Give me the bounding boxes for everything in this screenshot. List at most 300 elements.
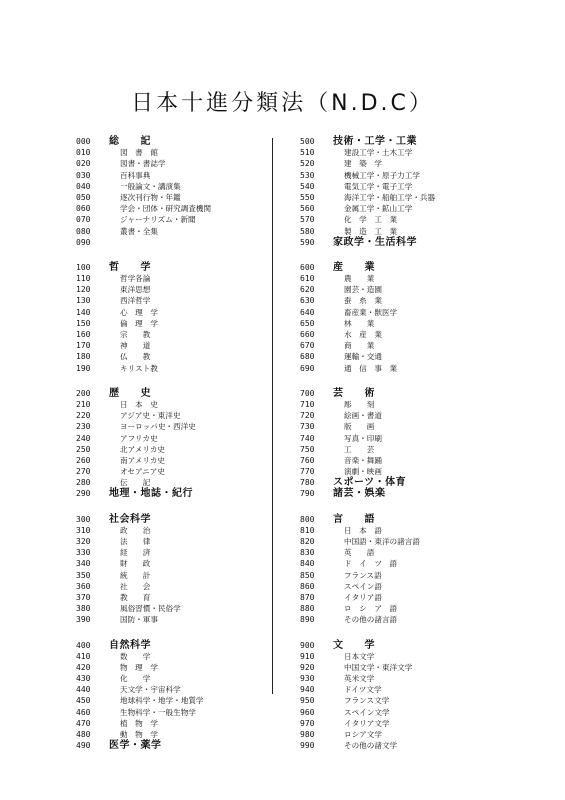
- class-code: 290: [76, 489, 91, 499]
- class-subdivision-row: [300, 158, 540, 169]
- class-label: 図書・書誌学: [120, 159, 166, 169]
- class-subdivision-row: [300, 592, 540, 603]
- class-code: 680: [300, 352, 315, 362]
- class-code: 760: [300, 455, 315, 465]
- class-code: 470: [76, 718, 91, 728]
- class-code: 050: [76, 192, 91, 202]
- class-subdivision-row: [76, 729, 316, 740]
- class-code: 400: [76, 640, 91, 650]
- class-code: 840: [300, 559, 315, 569]
- class-label: 蚕 糸 業: [344, 296, 382, 306]
- class-subdivision-row: [76, 592, 316, 603]
- class-label: 音楽・舞踊: [344, 455, 382, 465]
- class-label: 英米文学: [344, 674, 375, 684]
- class-subdivision-row: [300, 273, 540, 284]
- class-code: 830: [300, 548, 315, 558]
- class-code: 440: [76, 685, 91, 695]
- class-subdivision-row: [76, 444, 316, 455]
- class-code: 170: [76, 341, 91, 351]
- class-code: 150: [76, 318, 91, 328]
- class-label: 国防・軍事: [120, 615, 158, 625]
- class-group: [76, 640, 316, 752]
- class-label: 絵画・書道: [344, 411, 382, 421]
- class-code: 820: [300, 537, 315, 546]
- class-subdivision-row: [76, 603, 316, 614]
- class-code: 770: [300, 467, 315, 477]
- class-label: 商 業: [344, 341, 375, 351]
- class-code: 860: [300, 581, 315, 591]
- class-code: 600: [300, 262, 315, 272]
- class-subdivision-row: [76, 525, 316, 536]
- class-subdivision-row: [76, 421, 316, 432]
- class-label: 園芸・造園: [344, 285, 382, 295]
- class-label: 宗 教: [120, 330, 151, 339]
- class-code: 670: [300, 341, 315, 351]
- class-code: 460: [76, 707, 91, 717]
- class-label: 海洋工学・船舶工学・兵器: [344, 192, 436, 202]
- class-label: 金属工学・鉱山工学: [344, 204, 413, 214]
- class-subdivision-row: [76, 399, 316, 410]
- class-code: 560: [300, 204, 315, 214]
- class-label: オセアニア史: [120, 467, 165, 477]
- class-label: 通 信 事 業: [344, 363, 398, 373]
- class-subdivision-row: [76, 455, 316, 466]
- class-subdivision-row: [76, 307, 316, 318]
- class-subdivision-row: [300, 603, 540, 614]
- class-code: 220: [76, 411, 91, 421]
- class-subdivision-row: [300, 581, 540, 592]
- class-subdivision-row: [76, 581, 316, 592]
- class-subdivision-row: [76, 684, 316, 695]
- class-code: 240: [76, 433, 91, 443]
- class-division-heading: [300, 262, 540, 273]
- class-subdivision-row: [76, 673, 316, 684]
- class-subdivision-row: [300, 684, 540, 695]
- class-code: 610: [300, 274, 315, 284]
- class-division-heading: [300, 136, 540, 147]
- class-subdivision-row: [300, 226, 540, 237]
- class-label: 中国語・東洋の諸言語: [344, 537, 420, 546]
- class-label: イタリア文学: [344, 718, 390, 728]
- class-subdivision-row: [300, 329, 540, 340]
- class-subdivision-row: [300, 170, 540, 181]
- class-subdivision-row: [76, 707, 316, 718]
- class-division-heading: [76, 262, 316, 273]
- class-label: 英 語: [344, 548, 375, 558]
- class-division-heading: [76, 514, 316, 525]
- class-label: 電気工学・電子工学: [344, 181, 413, 191]
- class-subdivision-row: [300, 444, 540, 455]
- class-subdivision-row: [300, 340, 540, 351]
- class-subdivision-row: [76, 203, 316, 214]
- class-subdivision-row: [300, 466, 540, 477]
- class-label: その他の諸文学: [344, 741, 398, 751]
- class-code: 510: [300, 148, 315, 158]
- class-subdivision-row: [300, 707, 540, 718]
- class-subdivision-row: [300, 284, 540, 295]
- class-subdivision-row: [76, 570, 316, 581]
- class-subdivision-row: [300, 295, 540, 306]
- class-subdivision-row: [76, 214, 316, 225]
- class-label: 化 学: [120, 674, 151, 684]
- class-subdivision-row: [76, 547, 316, 558]
- class-label: イタリア語: [344, 592, 382, 602]
- class-label: 版 画: [344, 422, 375, 432]
- class-subdivision-row: [76, 477, 316, 488]
- class-label: 北アメリカ史: [120, 444, 166, 454]
- class-subdivision-row: [76, 614, 316, 625]
- class-code: 800: [300, 514, 315, 524]
- class-label: 歴 史: [109, 387, 151, 399]
- class-code: 720: [300, 411, 315, 421]
- class-label: 自然科学: [109, 639, 151, 651]
- class-code: 500: [300, 137, 315, 146]
- class-label: 百科事典: [120, 170, 151, 180]
- class-label: 医学・薬学: [109, 740, 162, 752]
- class-subdivision-row: [76, 181, 316, 192]
- class-label: 農 業: [344, 274, 375, 284]
- class-label: アジア史・東洋史: [120, 411, 181, 421]
- class-subdivision-row: [76, 295, 316, 306]
- class-code: 450: [76, 696, 91, 706]
- class-label: 逐次刊行物・年鑑: [120, 192, 181, 202]
- class-code: 970: [300, 718, 315, 728]
- class-group: [76, 514, 316, 626]
- class-label: 彫 刻: [344, 399, 375, 409]
- class-subdivision-row: [300, 695, 540, 706]
- class-subdivision-row: [300, 351, 540, 362]
- class-label: 地球科学・地学・地質学: [120, 696, 204, 706]
- class-group: [300, 262, 540, 374]
- class-subdivision-row: [300, 318, 540, 329]
- class-code: 490: [76, 741, 91, 751]
- classification-column-left: [76, 136, 316, 765]
- class-label: 技術・工学・工業: [333, 136, 417, 147]
- class-label: 化 学 工 業: [344, 215, 398, 225]
- class-code: 740: [300, 433, 315, 443]
- class-subdivision-row: [76, 192, 316, 203]
- class-code: 810: [300, 525, 315, 535]
- class-label: フランス語: [344, 570, 382, 580]
- class-code: 260: [76, 455, 91, 465]
- class-code: 060: [76, 204, 91, 214]
- class-label: ドイツ文学: [344, 685, 382, 695]
- class-code: 960: [300, 707, 315, 717]
- class-label: 天文学・宇宙科学: [120, 685, 181, 695]
- class-code: 700: [300, 388, 315, 398]
- class-label: フランス文学: [344, 696, 390, 706]
- class-label: 中国文学・東洋文学: [344, 662, 413, 672]
- class-label: 工 芸: [344, 444, 375, 454]
- class-subdivision-row: [76, 558, 316, 569]
- class-label: 統 計: [120, 570, 151, 580]
- class-subdivision-row: [76, 329, 316, 340]
- class-label: ロシア文学: [344, 730, 382, 739]
- class-label: 政 治: [120, 525, 151, 535]
- class-code: 710: [300, 399, 315, 409]
- class-label: 仏 教: [120, 352, 151, 362]
- class-code: 850: [300, 570, 315, 580]
- class-subdivision-row: [300, 614, 540, 625]
- class-label: 運輸・交通: [344, 352, 382, 362]
- class-subdivision-row: [300, 525, 540, 536]
- class-subdivision-row: [76, 340, 316, 351]
- class-label: 建設工学・土木工学: [344, 148, 413, 158]
- class-group: [300, 514, 540, 626]
- class-subdivision-row: [76, 363, 316, 374]
- class-label: 図 書 館: [120, 148, 158, 158]
- class-subdivision-row: [300, 729, 540, 740]
- class-subdivision-row: [76, 237, 316, 248]
- class-group: [76, 262, 316, 374]
- class-subdivision-row: [76, 226, 316, 237]
- class-subdivision-row: [76, 662, 316, 673]
- class-subdivision-row: [300, 192, 540, 203]
- class-code: 630: [300, 296, 315, 306]
- class-label: 日 本 史: [120, 399, 158, 409]
- class-label: 芸 術: [333, 387, 375, 399]
- class-code: 360: [76, 581, 91, 591]
- class-label: 財 政: [120, 559, 151, 569]
- class-label: 神 道: [120, 341, 151, 351]
- class-label: ヨーロッパ史・西洋史: [120, 422, 196, 432]
- class-code: 230: [76, 422, 91, 432]
- class-label: 哲学各論: [120, 274, 151, 284]
- class-label: 哲 学: [109, 261, 151, 273]
- class-code: 940: [300, 685, 315, 695]
- class-code: 040: [76, 181, 91, 191]
- class-label: 日 本 語: [344, 525, 382, 535]
- class-subdivision-row: [300, 214, 540, 225]
- class-code: 920: [300, 662, 315, 672]
- class-subdivision-row: [300, 363, 540, 374]
- class-code: 950: [300, 696, 315, 706]
- class-subdivision-row: [300, 718, 540, 729]
- class-subdivision-row: [300, 740, 540, 751]
- class-code: 530: [300, 170, 315, 180]
- class-label: 生物科学・一般生物学: [120, 707, 196, 717]
- class-code: 430: [76, 674, 91, 684]
- class-label: 社会科学: [109, 513, 151, 525]
- class-code: 390: [76, 615, 91, 625]
- class-subdivision-row: [76, 433, 316, 444]
- class-label: ド イ ツ 語: [344, 559, 398, 569]
- class-division-heading: [300, 477, 540, 488]
- class-code: 320: [76, 537, 91, 546]
- class-subdivision-row: [76, 651, 316, 662]
- class-subdivision-row: [76, 695, 316, 706]
- class-code: 590: [300, 237, 315, 247]
- class-label: スペイン語: [344, 581, 382, 591]
- class-code: 690: [300, 363, 315, 373]
- class-group: [300, 388, 540, 500]
- class-subdivision-row: [76, 410, 316, 421]
- class-group: [76, 136, 316, 248]
- class-code: 200: [76, 388, 91, 398]
- class-code: 890: [300, 615, 315, 625]
- class-label: 西洋哲学: [120, 296, 151, 306]
- class-label: 数 学: [120, 651, 151, 661]
- class-code: 900: [300, 640, 315, 650]
- class-code: 030: [76, 170, 91, 180]
- class-label: 学会・団体・研究調査機関: [120, 204, 212, 214]
- class-code: 310: [76, 525, 91, 535]
- class-label: ロ シ ア 語: [344, 604, 398, 614]
- class-code: 980: [300, 730, 315, 739]
- class-subdivision-row: [76, 170, 316, 181]
- class-division-heading: [300, 237, 540, 248]
- class-code: 370: [76, 592, 91, 602]
- class-code: 180: [76, 352, 91, 362]
- class-label: その他の諸言語: [344, 615, 398, 625]
- class-subdivision-row: [76, 466, 316, 477]
- class-label: 伝 記: [120, 478, 151, 488]
- class-division-heading: [300, 514, 540, 525]
- class-label: 地理・地誌・紀行: [109, 488, 193, 500]
- class-label: スポーツ・体育: [333, 477, 407, 489]
- class-code: 120: [76, 285, 91, 295]
- class-group: [300, 640, 540, 752]
- class-label: スペイン文学: [344, 707, 390, 717]
- class-subdivision-row: [300, 147, 540, 158]
- class-label: 水 産 業: [344, 330, 382, 339]
- class-subdivision-row: [300, 410, 540, 421]
- class-code: 100: [76, 262, 91, 272]
- class-code: 090: [76, 237, 91, 247]
- class-code: 520: [300, 159, 315, 169]
- class-code: 280: [76, 478, 91, 488]
- column-divider: [272, 138, 273, 694]
- class-subdivision-row: [300, 181, 540, 192]
- class-code: 750: [300, 444, 315, 454]
- class-code: 130: [76, 296, 91, 306]
- class-code: 380: [76, 604, 91, 614]
- class-code: 660: [300, 330, 315, 339]
- class-subdivision-row: [76, 147, 316, 158]
- class-label: 心 理 学: [120, 307, 158, 317]
- class-group: [300, 136, 540, 248]
- class-label: 植 物 学: [120, 718, 158, 728]
- class-code: 870: [300, 592, 315, 602]
- class-code: 250: [76, 444, 91, 454]
- class-subdivision-row: [300, 421, 540, 432]
- class-subdivision-row: [300, 307, 540, 318]
- class-label: 物 理 学: [120, 662, 158, 672]
- class-label: 建 築 学: [344, 159, 382, 169]
- class-label: 叢書・全集: [120, 226, 158, 236]
- class-subdivision-row: [300, 651, 540, 662]
- class-code: 190: [76, 363, 91, 373]
- class-division-heading: [76, 740, 316, 751]
- class-label: 写真・印刷: [344, 433, 382, 443]
- class-code: 880: [300, 604, 315, 614]
- class-division-heading: [76, 388, 316, 399]
- class-code: 620: [300, 285, 315, 295]
- class-label: アフリカ史: [120, 433, 158, 443]
- class-subdivision-row: [300, 399, 540, 410]
- class-subdivision-row: [76, 284, 316, 295]
- class-code: 070: [76, 215, 91, 225]
- class-subdivision-row: [300, 547, 540, 558]
- class-label: 製 造 工 業: [344, 226, 398, 236]
- class-code: 550: [300, 192, 315, 202]
- class-code: 640: [300, 307, 315, 317]
- class-subdivision-row: [300, 203, 540, 214]
- class-division-heading: [300, 388, 540, 399]
- class-label: 法 律: [120, 537, 151, 546]
- class-code: 780: [300, 478, 315, 488]
- class-code: 730: [300, 422, 315, 432]
- class-label: 日本文学: [344, 651, 375, 661]
- class-subdivision-row: [76, 318, 316, 329]
- class-subdivision-row: [76, 158, 316, 169]
- class-label: 家政学・生活科学: [333, 236, 417, 248]
- class-label: 演劇・映画: [344, 467, 382, 477]
- class-code: 790: [300, 489, 315, 499]
- class-code: 990: [300, 741, 315, 751]
- class-code: 000: [76, 137, 91, 146]
- class-subdivision-row: [300, 536, 540, 547]
- class-subdivision-row: [76, 536, 316, 547]
- class-code: 420: [76, 662, 91, 672]
- class-label: 産 業: [333, 261, 375, 273]
- class-code: 140: [76, 307, 91, 317]
- class-label: 総 記: [109, 136, 151, 147]
- class-division-heading: [300, 488, 540, 499]
- class-subdivision-row: [300, 673, 540, 684]
- class-label: 機械工学・原子力工学: [344, 170, 420, 180]
- class-label: ジャーナリズム・新聞: [120, 215, 196, 225]
- class-code: 080: [76, 226, 91, 236]
- class-label: 文 学: [333, 639, 375, 651]
- class-code: 540: [300, 181, 315, 191]
- classification-column-right: [300, 136, 540, 765]
- class-code: 010: [76, 148, 91, 158]
- class-division-heading: [300, 640, 540, 651]
- class-subdivision-row: [76, 351, 316, 362]
- class-code: 570: [300, 215, 315, 225]
- class-code: 650: [300, 318, 315, 328]
- class-division-heading: [76, 488, 316, 499]
- class-code: 930: [300, 674, 315, 684]
- class-code: 300: [76, 514, 91, 524]
- class-subdivision-row: [76, 718, 316, 729]
- class-label: 風俗習慣・民俗学: [120, 604, 181, 614]
- class-group: [76, 388, 316, 500]
- class-code: 410: [76, 651, 91, 661]
- class-label: 教 育: [120, 592, 151, 602]
- class-label: 倫 理 学: [120, 318, 158, 328]
- class-label: 経 済: [120, 548, 151, 558]
- class-code: 340: [76, 559, 91, 569]
- class-division-heading: [76, 136, 316, 147]
- class-subdivision-row: [300, 570, 540, 581]
- class-label: 社 会: [120, 581, 151, 591]
- class-division-heading: [76, 640, 316, 651]
- class-label: 一般論文・講演集: [120, 181, 181, 191]
- class-subdivision-row: [300, 662, 540, 673]
- class-label: 畜産業・獣医学: [344, 307, 398, 317]
- class-label: 南アメリカ史: [120, 455, 166, 465]
- class-code: 160: [76, 330, 91, 339]
- class-code: 330: [76, 548, 91, 558]
- class-subdivision-row: [76, 273, 316, 284]
- class-subdivision-row: [300, 433, 540, 444]
- class-subdivision-row: [300, 455, 540, 466]
- class-code: 210: [76, 399, 91, 409]
- class-label: キリスト教: [120, 363, 158, 373]
- class-code: 580: [300, 226, 315, 236]
